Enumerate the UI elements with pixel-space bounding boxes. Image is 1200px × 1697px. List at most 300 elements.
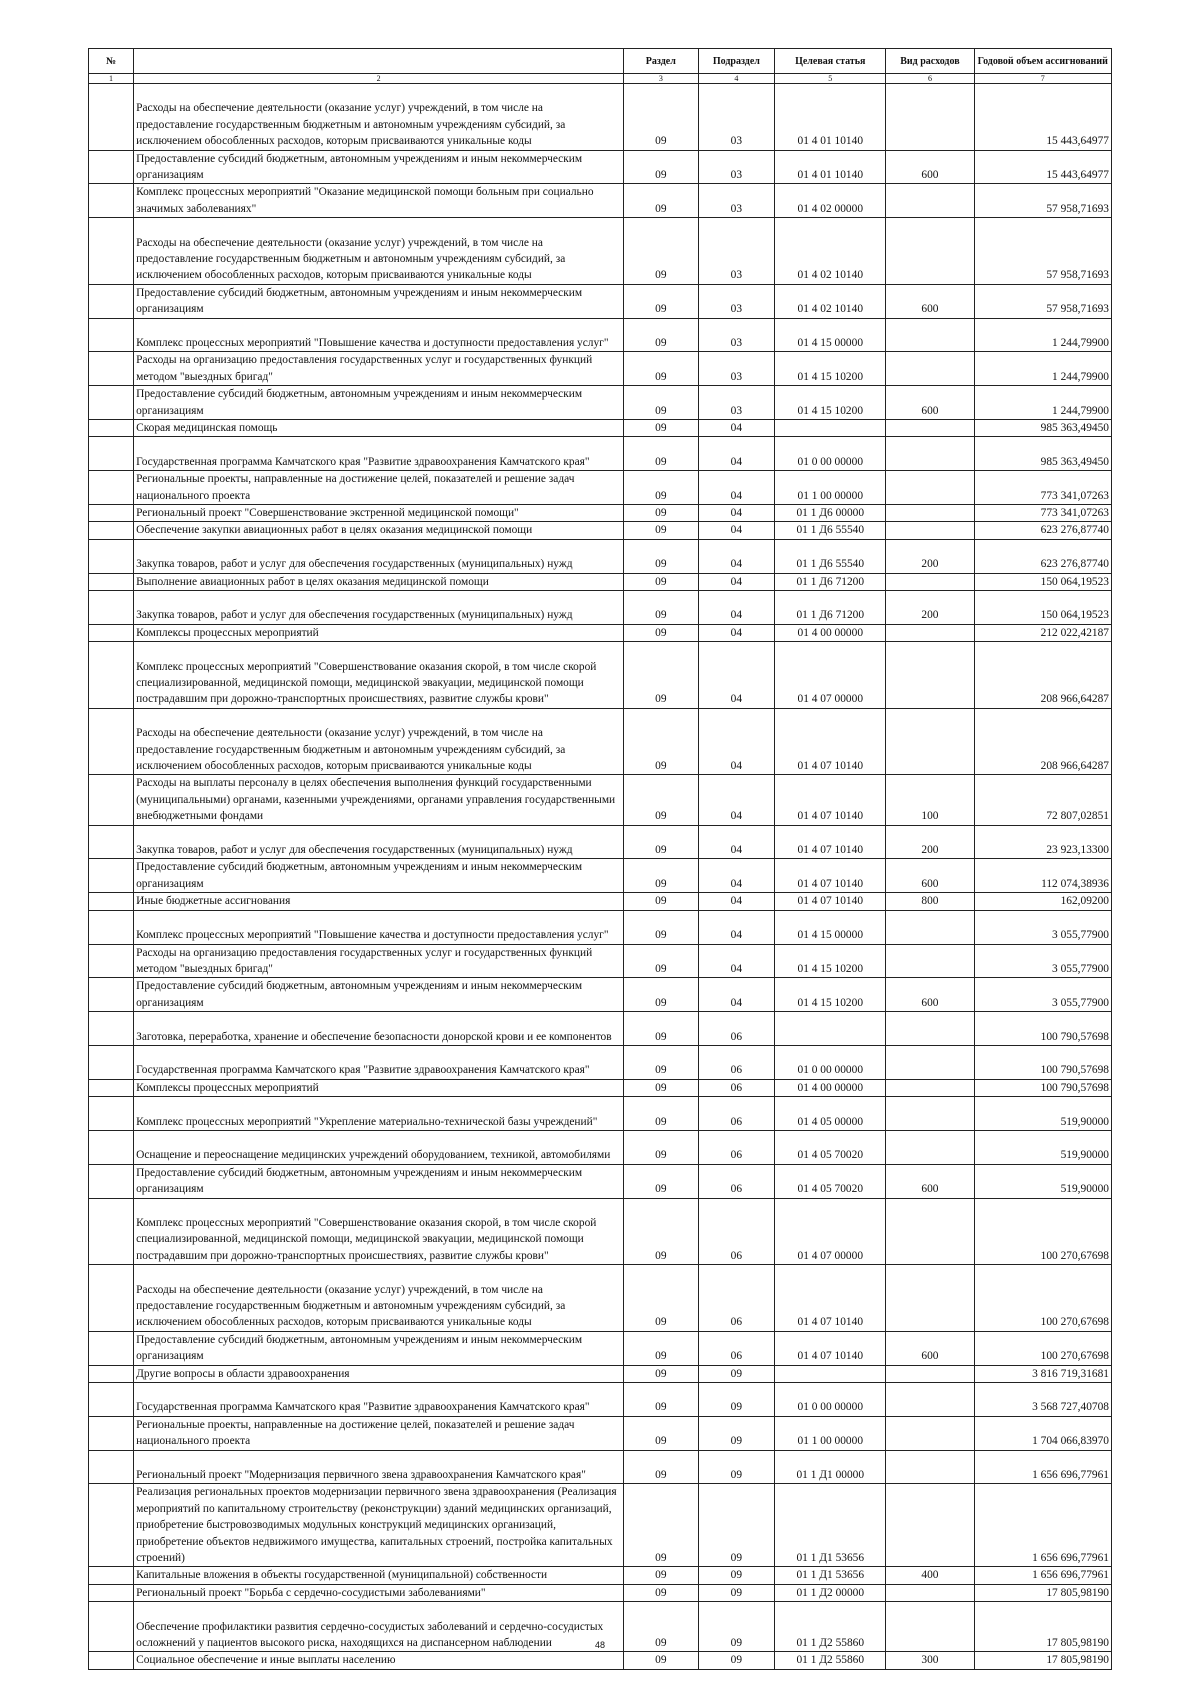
row-name-cell: Государственная программа Камчатского края "Развитие здравоохранения Камчатского края" xyxy=(134,1382,624,1416)
row-razdel-cell: 09 xyxy=(624,471,698,505)
row-target-article-cell xyxy=(775,1012,886,1046)
row-name-cell: Региональный проект "Совершенствование экстренной медицинской помощи" xyxy=(134,505,624,522)
row-podrazdel-cell: 06 xyxy=(698,1079,775,1096)
row-name-cell: Предоставление субсидий бюджетным, автономным учреждениям и иным некоммерческим организациям xyxy=(134,284,624,318)
row-amount-cell: 623 276,87740 xyxy=(974,539,1112,573)
row-podrazdel-cell: 06 xyxy=(698,1130,775,1164)
row-name-cell: Комплекс процессных мероприятий "Оказание медицинской помощи больным при социально значимых заболеваниях" xyxy=(134,184,624,218)
row-number-cell xyxy=(89,1265,134,1332)
row-expense-type-cell xyxy=(886,1130,974,1164)
row-number-cell xyxy=(89,1079,134,1096)
table-row xyxy=(89,1382,1112,1416)
column-number: 4 xyxy=(698,74,775,84)
row-amount-cell: 985 363,49450 xyxy=(974,437,1112,471)
row-razdel-cell: 09 xyxy=(624,1164,698,1198)
row-razdel-cell: 09 xyxy=(624,1079,698,1096)
table-row xyxy=(89,318,1112,352)
row-name-cell: Обеспечение закупки авиационных работ в целях оказания медицинской помощи xyxy=(134,522,624,539)
row-number-cell xyxy=(89,624,134,641)
table-row xyxy=(89,1045,1112,1079)
row-amount-cell: 57 958,71693 xyxy=(974,218,1112,285)
row-razdel-cell: 09 xyxy=(624,978,698,1012)
row-number-cell xyxy=(89,84,134,151)
table-row xyxy=(89,1164,1112,1198)
column-number: 3 xyxy=(624,74,698,84)
row-number-cell xyxy=(89,642,134,709)
row-name-cell: Комплексы процессных мероприятий xyxy=(134,1079,624,1096)
page-number: 48 xyxy=(594,1640,605,1650)
row-number-cell xyxy=(89,1567,134,1584)
row-target-article-cell: 01 4 05 70020 xyxy=(775,1130,886,1164)
table-row xyxy=(89,859,1112,893)
row-amount-cell: 23 923,13300 xyxy=(974,825,1112,859)
row-amount-cell: 1 704 066,83970 xyxy=(974,1416,1112,1450)
row-expense-type-cell xyxy=(886,420,974,437)
table-row xyxy=(89,539,1112,573)
row-name-cell: Предоставление субсидий бюджетным, автономным учреждениям и иным некоммерческим организациям xyxy=(134,150,624,184)
row-target-article-cell: 01 4 07 10140 xyxy=(775,775,886,825)
row-razdel-cell: 09 xyxy=(624,1567,698,1584)
row-amount-cell: 15 443,64977 xyxy=(974,84,1112,151)
row-target-article-cell: 01 4 01 10140 xyxy=(775,84,886,151)
row-expense-type-cell: 600 xyxy=(886,1331,974,1365)
row-target-article-cell: 01 4 00 00000 xyxy=(775,624,886,641)
budget-sheet xyxy=(88,48,1112,1670)
row-amount-cell: 1 656 696,77961 xyxy=(974,1567,1112,1584)
row-number-cell xyxy=(89,825,134,859)
row-expense-type-cell xyxy=(886,471,974,505)
row-amount-cell: 150 064,19523 xyxy=(974,591,1112,625)
row-expense-type-cell xyxy=(886,505,974,522)
row-podrazdel-cell: 04 xyxy=(698,437,775,471)
header-annual-volume: Годовой объем ассигнований xyxy=(974,49,1112,74)
row-expense-type-cell xyxy=(886,944,974,978)
row-name-cell: Закупка товаров, работ и услуг для обеспечения государственных (муниципальных) нужд xyxy=(134,591,624,625)
row-expense-type-cell xyxy=(886,1265,974,1332)
row-target-article-cell: 01 1 Д6 71200 xyxy=(775,573,886,590)
row-number-cell xyxy=(89,1012,134,1046)
table-row xyxy=(89,1331,1112,1365)
row-target-article-cell: 01 1 Д2 55860 xyxy=(775,1602,886,1652)
row-podrazdel-cell: 03 xyxy=(698,150,775,184)
row-expense-type-cell xyxy=(886,1365,974,1382)
row-amount-cell: 3 055,77900 xyxy=(974,944,1112,978)
row-name-cell: Предоставление субсидий бюджетным, автономным учреждениям и иным некоммерческим организациям xyxy=(134,978,624,1012)
row-target-article-cell xyxy=(775,1365,886,1382)
row-number-cell xyxy=(89,522,134,539)
row-podrazdel-cell: 04 xyxy=(698,825,775,859)
row-podrazdel-cell: 06 xyxy=(698,1331,775,1365)
row-number-cell xyxy=(89,591,134,625)
row-amount-cell: 3 055,77900 xyxy=(974,910,1112,944)
row-number-cell xyxy=(89,1365,134,1382)
row-razdel-cell: 09 xyxy=(624,150,698,184)
row-number-cell xyxy=(89,150,134,184)
row-name-cell: Расходы на обеспечение деятельности (оказание услуг) учреждений, в том числе на предоставление государственным бюджетным и автономным учреждениям субсидий, за исключением обособленных расходов, которым присваиваются уникальные коды xyxy=(134,218,624,285)
row-amount-cell: 985 363,49450 xyxy=(974,420,1112,437)
row-number-cell xyxy=(89,573,134,590)
row-number-cell xyxy=(89,1164,134,1198)
row-razdel-cell: 09 xyxy=(624,708,698,775)
table-row xyxy=(89,1450,1112,1484)
row-amount-cell: 623 276,87740 xyxy=(974,522,1112,539)
row-expense-type-cell xyxy=(886,1097,974,1131)
row-target-article-cell: 01 4 00 00000 xyxy=(775,1079,886,1096)
row-razdel-cell: 09 xyxy=(624,284,698,318)
row-number-cell xyxy=(89,437,134,471)
row-razdel-cell: 09 xyxy=(624,84,698,151)
row-amount-cell: 100 790,57698 xyxy=(974,1079,1112,1096)
row-target-article-cell: 01 0 00 00000 xyxy=(775,1045,886,1079)
table-row xyxy=(89,437,1112,471)
row-expense-type-cell: 800 xyxy=(886,893,974,910)
row-number-cell xyxy=(89,1130,134,1164)
table-row xyxy=(89,1567,1112,1584)
row-number-cell xyxy=(89,420,134,437)
row-amount-cell: 100 270,67698 xyxy=(974,1265,1112,1332)
row-amount-cell: 17 805,98190 xyxy=(974,1602,1112,1652)
row-razdel-cell: 09 xyxy=(624,1045,698,1079)
table-row xyxy=(89,893,1112,910)
row-podrazdel-cell: 04 xyxy=(698,859,775,893)
row-name-cell: Комплекс процессных мероприятий "Совершенствование оказания скорой, в том числе скорой специализированной, медицинской помощи, медицинской эвакуации, медицинской помощи пострадавшим при дорожно-транспортных происшествиях, развитие службы крови" xyxy=(134,1198,624,1265)
header-number: № xyxy=(89,49,134,74)
row-target-article-cell: 01 4 07 10140 xyxy=(775,893,886,910)
row-number-cell xyxy=(89,539,134,573)
row-podrazdel-cell: 04 xyxy=(698,708,775,775)
row-name-cell: Заготовка, переработка, хранение и обеспечение безопасности донорской крови и ее компонентов xyxy=(134,1012,624,1046)
row-expense-type-cell xyxy=(886,642,974,709)
table-row xyxy=(89,505,1112,522)
row-podrazdel-cell: 03 xyxy=(698,386,775,420)
row-number-cell xyxy=(89,708,134,775)
table-row xyxy=(89,284,1112,318)
row-razdel-cell: 09 xyxy=(624,1484,698,1567)
table-row xyxy=(89,624,1112,641)
row-expense-type-cell xyxy=(886,1450,974,1484)
row-name-cell: Обеспечение профилактики развития сердечно-сосудистых заболеваний и сердечно-сосудистых осложнений у пациентов высокого риска, находящихся на диспансерном наблюдении xyxy=(134,1602,624,1652)
row-number-cell xyxy=(89,284,134,318)
row-razdel-cell: 09 xyxy=(624,1012,698,1046)
row-name-cell: Комплекс процессных мероприятий "Совершенствование оказания скорой, в том числе скорой специализированной, медицинской помощи, медицинской эвакуации, медицинской помощи пострадавшим при дорожно-транспортных происшествиях, развитие службы крови" xyxy=(134,642,624,709)
row-podrazdel-cell: 06 xyxy=(698,1265,775,1332)
row-podrazdel-cell: 03 xyxy=(698,318,775,352)
row-amount-cell: 100 270,67698 xyxy=(974,1198,1112,1265)
header-razdel: Раздел xyxy=(624,49,698,74)
table-row xyxy=(89,84,1112,151)
row-expense-type-cell xyxy=(886,1012,974,1046)
row-name-cell: Комплекс процессных мероприятий "Повышение качества и доступности предоставления услуг" xyxy=(134,318,624,352)
row-name-cell: Реализация региональных проектов модернизации первичного звена здравоохранения (Реализация мероприятий по капитальному строительству (реконструкции) зданий медицинских организаций, приобретение быстровозводимых модульных конструкций медицинских организаций, приобретение объектов недвижимого имущества, капитальных строений, постройка капитальных строений) xyxy=(134,1484,624,1567)
row-amount-cell: 72 807,02851 xyxy=(974,775,1112,825)
row-razdel-cell: 09 xyxy=(624,1584,698,1601)
row-amount-cell: 519,90000 xyxy=(974,1097,1112,1131)
row-name-cell: Региональные проекты, направленные на достижение целей, показателей и решение задач национального проекта xyxy=(134,1416,624,1450)
row-podrazdel-cell: 09 xyxy=(698,1365,775,1382)
row-number-cell xyxy=(89,1045,134,1079)
row-expense-type-cell: 600 xyxy=(886,284,974,318)
row-number-cell xyxy=(89,1584,134,1601)
column-number: 7 xyxy=(974,74,1112,84)
row-target-article-cell: 01 1 Д1 00000 xyxy=(775,1450,886,1484)
row-razdel-cell: 09 xyxy=(624,522,698,539)
row-name-cell: Региональный проект "Модернизация первичного звена здравоохранения Камчатского края" xyxy=(134,1450,624,1484)
row-target-article-cell: 01 0 00 00000 xyxy=(775,1382,886,1416)
row-amount-cell: 519,90000 xyxy=(974,1130,1112,1164)
table-row xyxy=(89,573,1112,590)
row-podrazdel-cell: 09 xyxy=(698,1382,775,1416)
table-row xyxy=(89,184,1112,218)
row-name-cell: Оснащение и переоснащение медицинских учреждений оборудованием, техникой, автомобилями xyxy=(134,1130,624,1164)
row-number-cell xyxy=(89,1450,134,1484)
row-razdel-cell: 09 xyxy=(624,437,698,471)
row-amount-cell: 519,90000 xyxy=(974,1164,1112,1198)
row-target-article-cell: 01 4 07 10140 xyxy=(775,859,886,893)
row-target-article-cell: 01 4 15 10200 xyxy=(775,386,886,420)
row-razdel-cell: 09 xyxy=(624,1097,698,1131)
table-row xyxy=(89,1265,1112,1332)
row-expense-type-cell: 400 xyxy=(886,1567,974,1584)
row-name-cell: Предоставление субсидий бюджетным, автономным учреждениям и иным некоммерческим организациям xyxy=(134,1331,624,1365)
table-row xyxy=(89,150,1112,184)
table-body xyxy=(89,84,1112,1670)
row-number-cell xyxy=(89,1331,134,1365)
row-name-cell: Социальное обеспечение и иные выплаты населению xyxy=(134,1652,624,1669)
table-row xyxy=(89,591,1112,625)
row-amount-cell: 773 341,07263 xyxy=(974,505,1112,522)
row-podrazdel-cell: 04 xyxy=(698,944,775,978)
row-expense-type-cell: 600 xyxy=(886,1164,974,1198)
row-podrazdel-cell: 04 xyxy=(698,978,775,1012)
row-amount-cell: 208 966,64287 xyxy=(974,708,1112,775)
row-expense-type-cell xyxy=(886,1079,974,1096)
row-podrazdel-cell: 04 xyxy=(698,505,775,522)
row-razdel-cell: 09 xyxy=(624,1652,698,1669)
row-name-cell: Выполнение авиационных работ в целях оказания медицинской помощи xyxy=(134,573,624,590)
row-expense-type-cell xyxy=(886,1198,974,1265)
table-row xyxy=(89,522,1112,539)
row-expense-type-cell: 100 xyxy=(886,775,974,825)
row-name-cell: Расходы на выплаты персоналу в целях обеспечения выполнения функций государственными (муниципальными) органами, казенными учреждениями, органами управления государственными внебюджетными фондами xyxy=(134,775,624,825)
row-expense-type-cell: 600 xyxy=(886,859,974,893)
row-amount-cell: 17 805,98190 xyxy=(974,1584,1112,1601)
table-row xyxy=(89,1012,1112,1046)
table-row xyxy=(89,642,1112,709)
table-row xyxy=(89,1365,1112,1382)
table-row xyxy=(89,1484,1112,1567)
column-number: 5 xyxy=(775,74,886,84)
row-podrazdel-cell: 04 xyxy=(698,624,775,641)
row-razdel-cell: 09 xyxy=(624,1331,698,1365)
row-podrazdel-cell: 04 xyxy=(698,591,775,625)
row-target-article-cell: 01 1 00 00000 xyxy=(775,471,886,505)
row-podrazdel-cell: 06 xyxy=(698,1198,775,1265)
row-expense-type-cell xyxy=(886,1382,974,1416)
row-target-article-cell: 01 1 Д6 00000 xyxy=(775,505,886,522)
row-expense-type-cell: 300 xyxy=(886,1652,974,1669)
row-razdel-cell: 09 xyxy=(624,573,698,590)
row-razdel-cell: 09 xyxy=(624,1382,698,1416)
row-razdel-cell: 09 xyxy=(624,352,698,386)
row-razdel-cell: 09 xyxy=(624,642,698,709)
row-amount-cell: 1 656 696,77961 xyxy=(974,1450,1112,1484)
row-name-cell: Предоставление субсидий бюджетным, автономным учреждениям и иным некоммерческим организациям xyxy=(134,1164,624,1198)
row-name-cell: Закупка товаров, работ и услуг для обеспечения государственных (муниципальных) нужд xyxy=(134,539,624,573)
row-name-cell: Государственная программа Камчатского края "Развитие здравоохранения Камчатского края" xyxy=(134,1045,624,1079)
row-number-cell xyxy=(89,386,134,420)
row-number-cell xyxy=(89,1484,134,1567)
row-target-article-cell: 01 4 15 10200 xyxy=(775,352,886,386)
appropriations-table xyxy=(88,48,1112,1670)
row-podrazdel-cell: 09 xyxy=(698,1584,775,1601)
row-razdel-cell: 09 xyxy=(624,1198,698,1265)
row-amount-cell: 1 244,79900 xyxy=(974,386,1112,420)
row-podrazdel-cell: 04 xyxy=(698,775,775,825)
column-number: 2 xyxy=(134,74,624,84)
row-target-article-cell: 01 1 Д6 71200 xyxy=(775,591,886,625)
row-target-article-cell: 01 4 05 70020 xyxy=(775,1164,886,1198)
table-row xyxy=(89,775,1112,825)
row-amount-cell: 3 055,77900 xyxy=(974,978,1112,1012)
row-amount-cell: 1 656 696,77961 xyxy=(974,1484,1112,1567)
row-amount-cell: 57 958,71693 xyxy=(974,184,1112,218)
row-number-cell xyxy=(89,1198,134,1265)
row-number-cell xyxy=(89,944,134,978)
row-expense-type-cell xyxy=(886,1584,974,1601)
row-razdel-cell: 09 xyxy=(624,944,698,978)
row-target-article-cell: 01 4 07 10140 xyxy=(775,708,886,775)
row-target-article-cell: 01 1 Д2 55860 xyxy=(775,1652,886,1669)
row-amount-cell: 57 958,71693 xyxy=(974,284,1112,318)
header-target-article: Целевая статья xyxy=(775,49,886,74)
table-row xyxy=(89,1198,1112,1265)
row-target-article-cell: 01 0 00 00000 xyxy=(775,437,886,471)
table-row xyxy=(89,910,1112,944)
row-target-article-cell: 01 4 02 10140 xyxy=(775,218,886,285)
row-amount-cell: 3 816 719,31681 xyxy=(974,1365,1112,1382)
row-target-article-cell: 01 1 Д6 55540 xyxy=(775,522,886,539)
header-expense-type: Вид расходов xyxy=(886,49,974,74)
header-row xyxy=(89,49,1112,74)
row-amount-cell: 208 966,64287 xyxy=(974,642,1112,709)
row-razdel-cell: 09 xyxy=(624,1265,698,1332)
row-number-cell xyxy=(89,218,134,285)
row-target-article-cell: 01 4 07 10140 xyxy=(775,825,886,859)
row-number-cell xyxy=(89,978,134,1012)
row-razdel-cell: 09 xyxy=(624,775,698,825)
row-number-cell xyxy=(89,318,134,352)
row-name-cell: Иные бюджетные ассигнования xyxy=(134,893,624,910)
row-razdel-cell: 09 xyxy=(624,1130,698,1164)
row-name-cell: Региональные проекты, направленные на достижение целей, показателей и решение задач национального проекта xyxy=(134,471,624,505)
row-podrazdel-cell: 03 xyxy=(698,84,775,151)
row-podrazdel-cell: 06 xyxy=(698,1045,775,1079)
row-expense-type-cell xyxy=(886,1484,974,1567)
table-row xyxy=(89,386,1112,420)
table-row xyxy=(89,352,1112,386)
row-podrazdel-cell: 09 xyxy=(698,1416,775,1450)
row-target-article-cell: 01 4 15 00000 xyxy=(775,318,886,352)
row-number-cell xyxy=(89,471,134,505)
row-name-cell: Расходы на обеспечение деятельности (оказание услуг) учреждений, в том числе на предоставление государственным бюджетным и автономным учреждениям субсидий, за исключением обособленных расходов, которым присваиваются уникальные коды xyxy=(134,1265,624,1332)
row-number-cell xyxy=(89,893,134,910)
row-podrazdel-cell: 09 xyxy=(698,1450,775,1484)
row-expense-type-cell xyxy=(886,437,974,471)
table-row xyxy=(89,471,1112,505)
row-podrazdel-cell: 04 xyxy=(698,910,775,944)
row-amount-cell: 3 568 727,40708 xyxy=(974,1382,1112,1416)
table-row xyxy=(89,708,1112,775)
row-expense-type-cell xyxy=(886,573,974,590)
row-expense-type-cell xyxy=(886,218,974,285)
row-podrazdel-cell: 04 xyxy=(698,573,775,590)
row-podrazdel-cell: 06 xyxy=(698,1164,775,1198)
row-expense-type-cell: 600 xyxy=(886,150,974,184)
row-amount-cell: 112 074,38936 xyxy=(974,859,1112,893)
row-razdel-cell: 09 xyxy=(624,386,698,420)
row-podrazdel-cell: 04 xyxy=(698,642,775,709)
row-number-cell xyxy=(89,1416,134,1450)
table-row xyxy=(89,1652,1112,1669)
row-expense-type-cell xyxy=(886,708,974,775)
row-name-cell: Расходы на обеспечение деятельности (оказание услуг) учреждений, в том числе на предоставление государственным бюджетным и автономным учреждениям субсидий, за исключением обособленных расходов, которым присваиваются уникальные коды xyxy=(134,84,624,151)
row-expense-type-cell xyxy=(886,184,974,218)
row-podrazdel-cell: 04 xyxy=(698,471,775,505)
row-razdel-cell: 09 xyxy=(624,318,698,352)
row-razdel-cell: 09 xyxy=(624,624,698,641)
row-expense-type-cell xyxy=(886,318,974,352)
row-razdel-cell: 09 xyxy=(624,825,698,859)
table-row xyxy=(89,1097,1112,1131)
row-podrazdel-cell: 04 xyxy=(698,539,775,573)
row-expense-type-cell: 200 xyxy=(886,825,974,859)
row-razdel-cell: 09 xyxy=(624,1602,698,1652)
row-razdel-cell: 09 xyxy=(624,893,698,910)
row-name-cell: Предоставление субсидий бюджетным, автономным учреждениям и иным некоммерческим организациям xyxy=(134,386,624,420)
row-podrazdel-cell: 06 xyxy=(698,1097,775,1131)
row-amount-cell: 100 790,57698 xyxy=(974,1045,1112,1079)
row-amount-cell: 162,09200 xyxy=(974,893,1112,910)
row-expense-type-cell xyxy=(886,910,974,944)
column-number: 1 xyxy=(89,74,134,84)
row-amount-cell: 17 805,98190 xyxy=(974,1652,1112,1669)
row-razdel-cell: 09 xyxy=(624,184,698,218)
row-razdel-cell: 09 xyxy=(624,591,698,625)
row-name-cell: Региональный проект "Борьба с сердечно-сосудистыми заболеваниями" xyxy=(134,1584,624,1601)
row-amount-cell: 212 022,42187 xyxy=(974,624,1112,641)
row-name-cell: Комплексы процессных мероприятий xyxy=(134,624,624,641)
row-expense-type-cell xyxy=(886,624,974,641)
row-number-cell xyxy=(89,1382,134,1416)
row-podrazdel-cell: 09 xyxy=(698,1602,775,1652)
row-amount-cell: 100 790,57698 xyxy=(974,1012,1112,1046)
row-razdel-cell: 09 xyxy=(624,910,698,944)
row-expense-type-cell: 600 xyxy=(886,978,974,1012)
row-podrazdel-cell: 04 xyxy=(698,420,775,437)
table-row xyxy=(89,218,1112,285)
table-row xyxy=(89,420,1112,437)
table-row xyxy=(89,825,1112,859)
row-name-cell: Другие вопросы в области здравоохранения xyxy=(134,1365,624,1382)
table-row xyxy=(89,1079,1112,1096)
row-target-article-cell: 01 4 15 10200 xyxy=(775,944,886,978)
row-amount-cell: 1 244,79900 xyxy=(974,352,1112,386)
table-row xyxy=(89,1584,1112,1601)
row-name-cell: Комплекс процессных мероприятий "Укрепление материально-технической базы учреждений" xyxy=(134,1097,624,1131)
row-target-article-cell: 01 4 07 00000 xyxy=(775,1198,886,1265)
row-name-cell: Капитальные вложения в объекты государственной (муниципальной) собственности xyxy=(134,1567,624,1584)
row-name-cell: Скорая медицинская помощь xyxy=(134,420,624,437)
